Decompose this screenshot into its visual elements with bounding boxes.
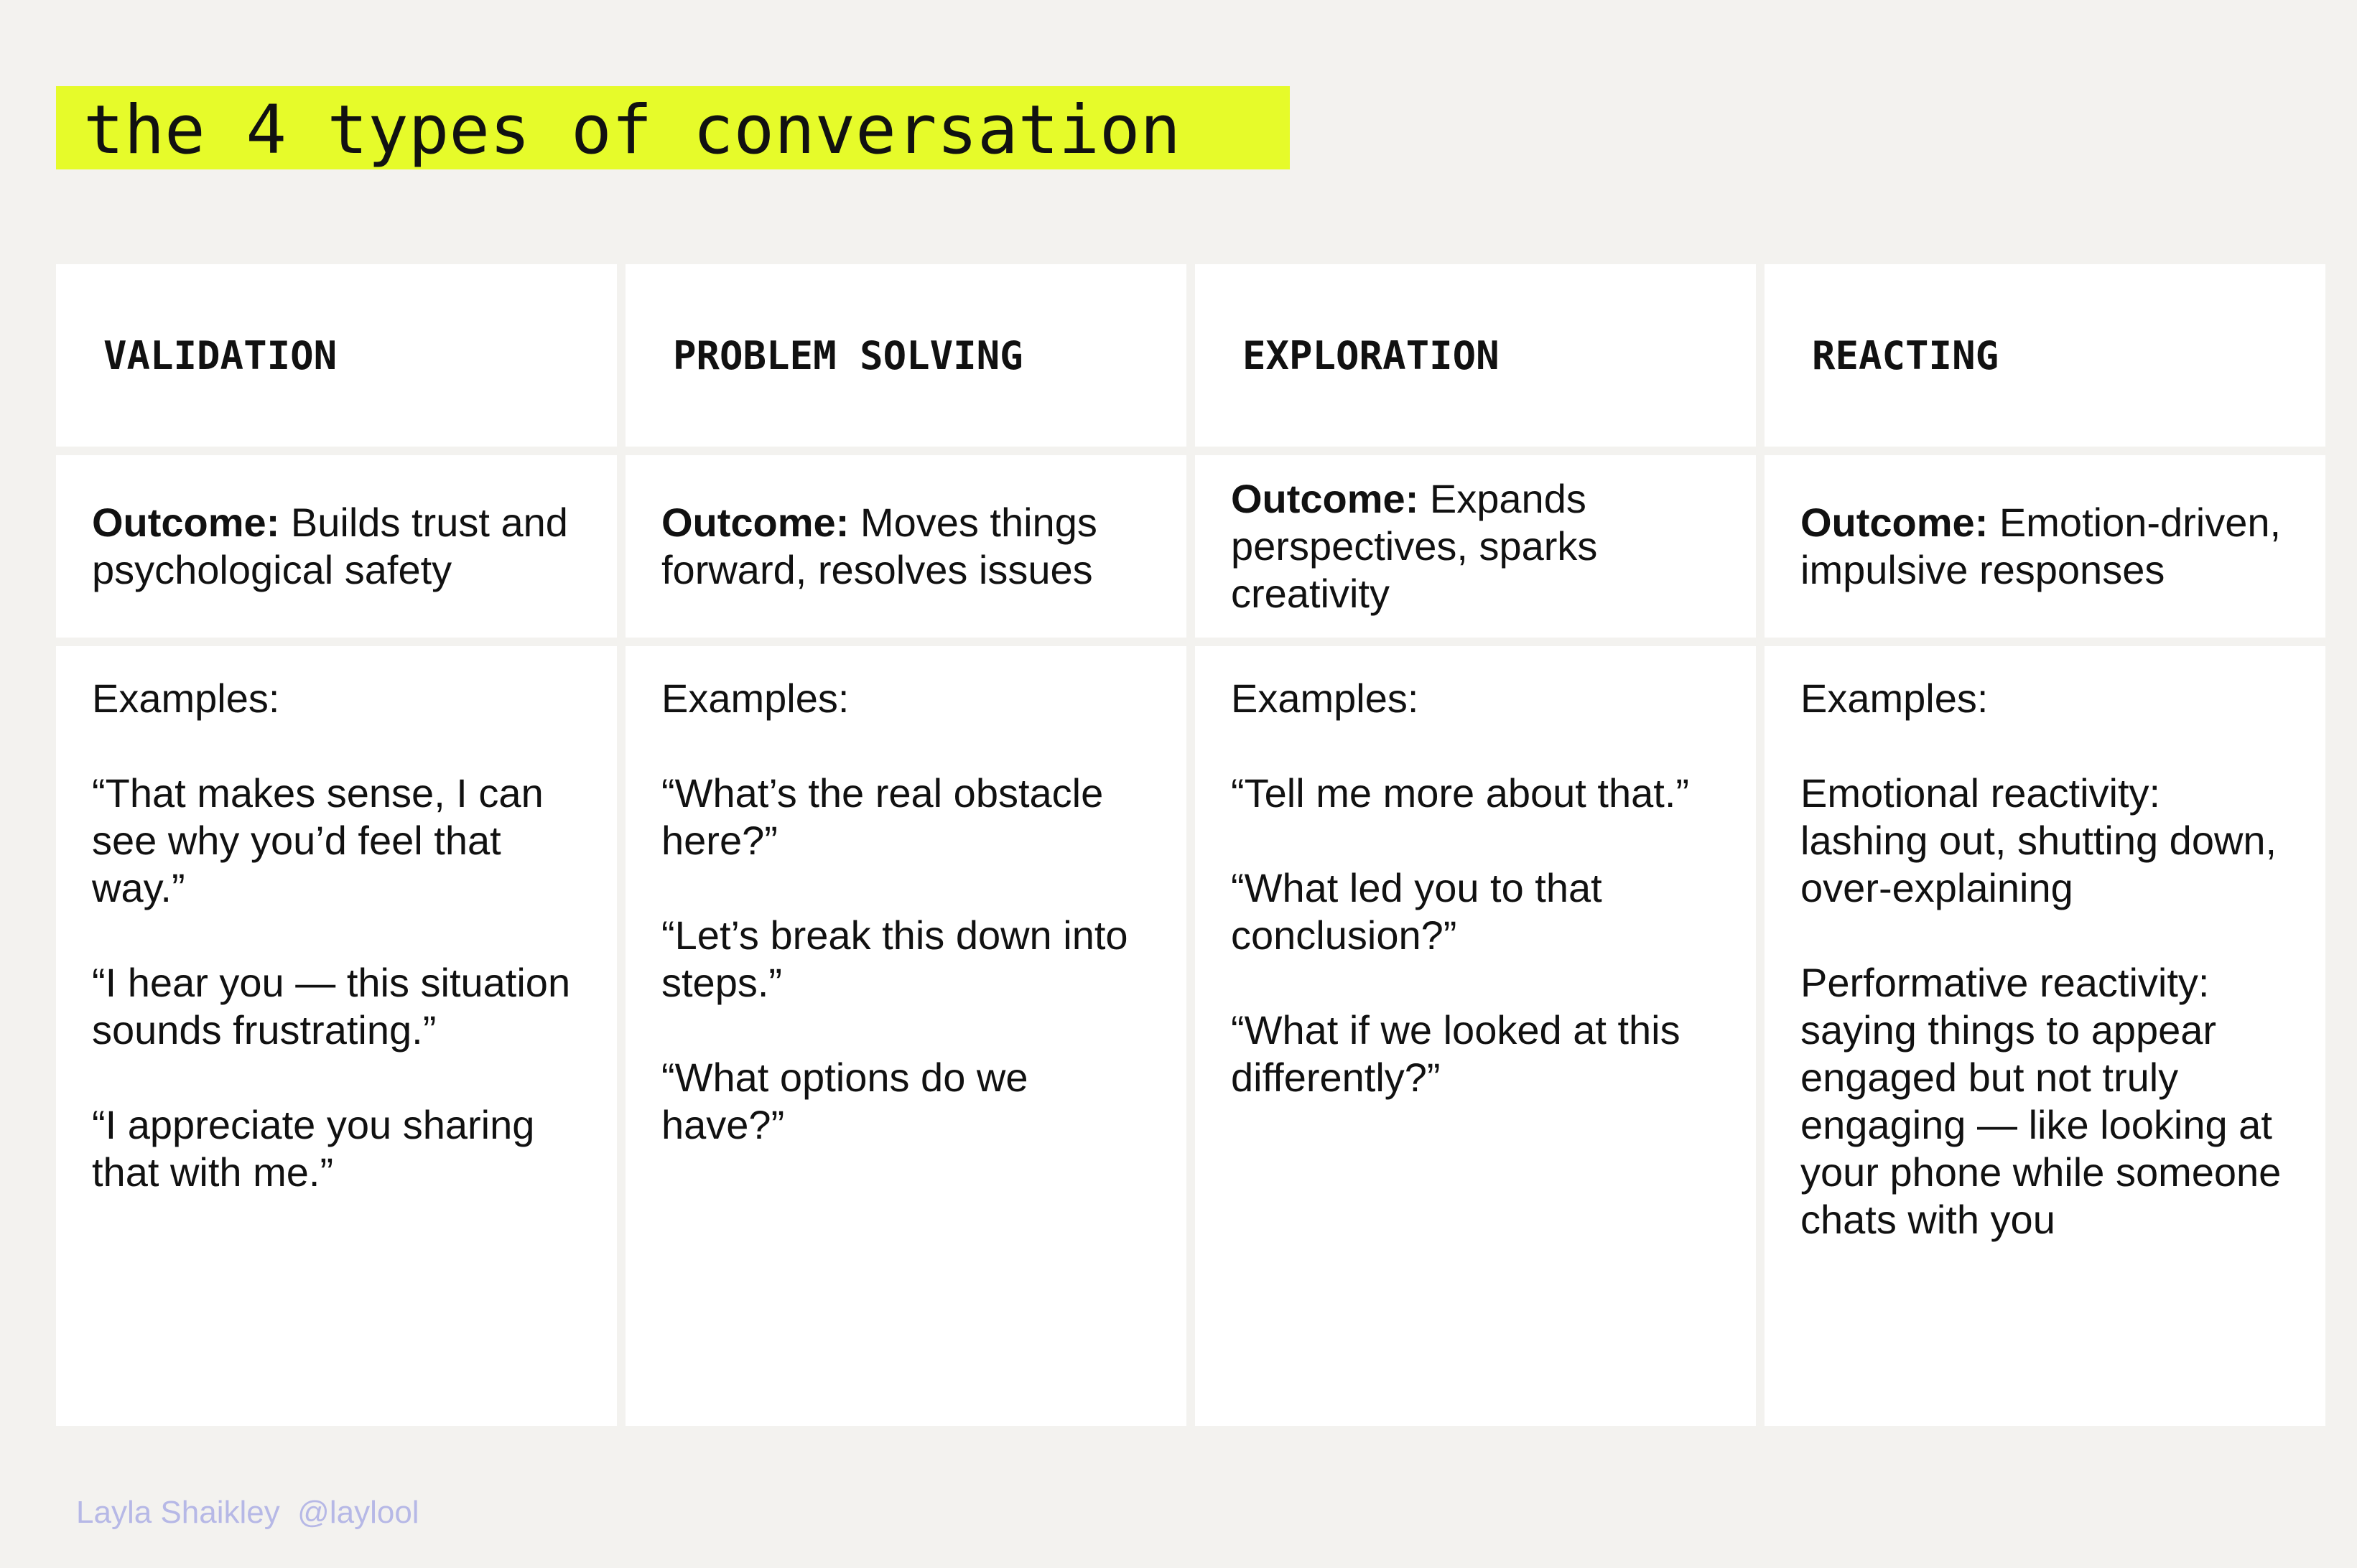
example-item: “Tell me more about that.” — [1231, 770, 1690, 816]
examples-label: Examples: — [1800, 676, 1989, 721]
example-item: “What led you to that conclusion?” — [1231, 865, 1602, 958]
example-item: “What if we looked at this differently?” — [1231, 1007, 1680, 1100]
heading-cell-problem-solving — [626, 264, 1186, 447]
example-item: “What’s the real obstacle here?” — [661, 770, 1104, 863]
outcome-description: Expands perspectives, sparks creativity — [1231, 476, 1598, 616]
examples-label: Examples: — [92, 676, 280, 721]
title-highlight — [56, 86, 1290, 169]
outcome-text — [92, 499, 590, 594]
example-item: “What options do we have?” — [661, 1055, 1028, 1147]
page-title: the 4 types of conversation — [83, 91, 1181, 169]
column-heading: PROBLEM SOLVING — [673, 332, 1023, 378]
outcome-label: Outcome: — [92, 500, 280, 545]
outcome-label: Outcome: — [1231, 476, 1419, 521]
examples-label: Examples: — [1231, 676, 1419, 721]
examples-label: Examples: — [661, 676, 850, 721]
outcome-cell-problem-solving — [626, 455, 1186, 638]
outcome-description: Builds trust and psychological safety — [92, 500, 568, 592]
column-heading: REACTING — [1812, 332, 1999, 378]
examples-cell-validation — [56, 646, 617, 1426]
outcome-label: Outcome: — [1800, 500, 1989, 545]
example-item: “I hear you — this situation sounds frustrating.” — [92, 960, 571, 1053]
examples-cell-reacting — [1765, 646, 2325, 1426]
outcome-text — [661, 499, 1159, 594]
author-credit: Layla Shaikley @laylool — [76, 1495, 419, 1530]
heading-cell-reacting — [1765, 264, 2325, 447]
conversation-types-table — [56, 264, 2325, 1417]
outcome-cell-validation — [56, 455, 617, 638]
outcome-description: Moves things forward, resolves issues — [661, 500, 1097, 592]
examples-cell-problem-solving — [626, 646, 1186, 1426]
example-item: “That makes sense, I can see why you’d feel that way.” — [92, 770, 544, 910]
heading-cell-validation — [56, 264, 617, 447]
example-item: “I appreciate you sharing that with me.” — [92, 1102, 535, 1195]
outcome-text — [1800, 499, 2298, 594]
outcome-label: Outcome: — [661, 500, 850, 545]
heading-cell-exploration — [1195, 264, 1756, 447]
outcome-description: Emotion-driven, impulsive responses — [1800, 500, 2282, 592]
example-item: Performative reactivity: saying things to appear engaged but not truly engaging — like looking at your phone while someone chats with you — [1800, 960, 2282, 1242]
outcome-text — [1231, 475, 1729, 617]
column-heading: VALIDATION — [103, 332, 338, 378]
examples-cell-exploration — [1195, 646, 1756, 1426]
outcome-cell-exploration — [1195, 455, 1756, 638]
column-heading: EXPLORATION — [1242, 332, 1500, 378]
example-item: “Let’s break this down into steps.” — [661, 913, 1128, 1005]
example-item: Emotional reactivity: lashing out, shutting down, over-explaining — [1800, 770, 2277, 910]
outcome-cell-reacting — [1765, 455, 2325, 638]
